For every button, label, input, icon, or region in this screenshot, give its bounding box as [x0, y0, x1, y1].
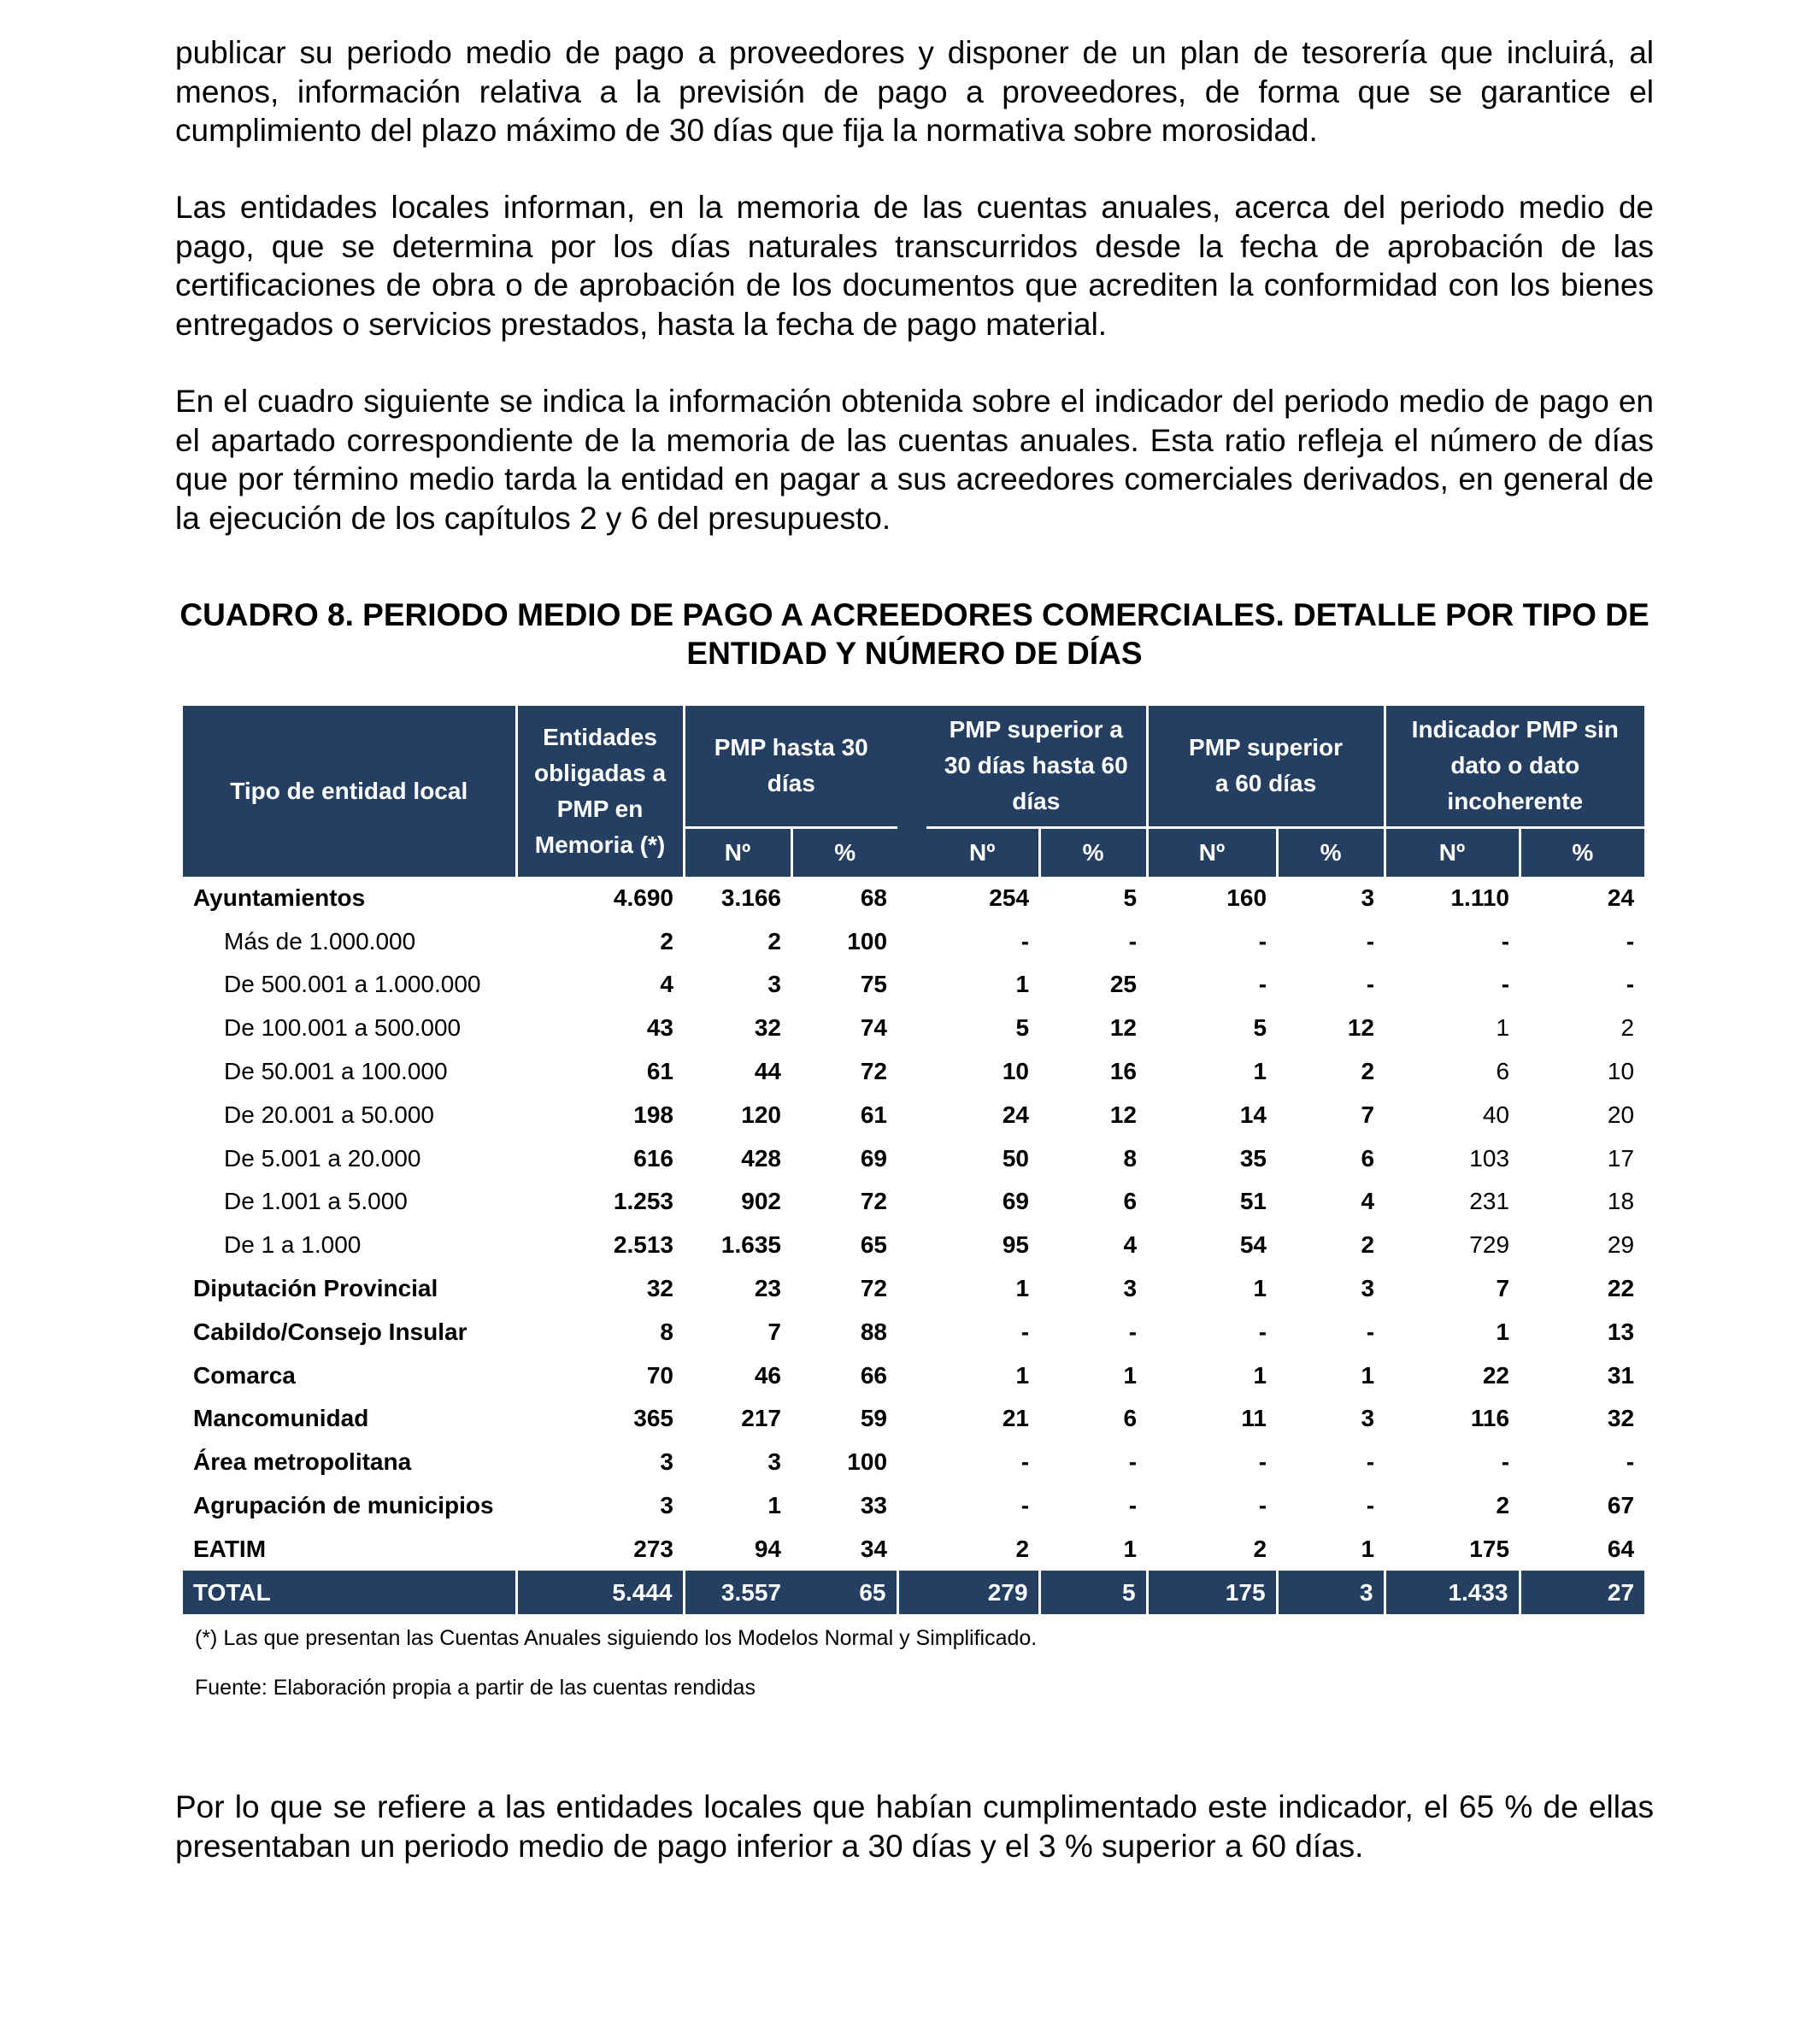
header-pmp30-60	[926, 706, 1147, 827]
table-cell: 2	[767, 927, 781, 954]
table-cell: -	[1501, 927, 1510, 954]
header-n: Nº	[1147, 827, 1277, 877]
table-row	[183, 1050, 1644, 1094]
table-cell: 2	[1361, 1231, 1375, 1259]
header-pmp30	[684, 706, 897, 827]
gap-cell	[897, 1180, 926, 1224]
paragraph-2: Las entidades locales informan, en la memoria de las cuentas anuales, acerca del periodo medio de pago, que se determina por los días naturales transcurridos desde la fecha de aprobación de las certificaciones de obra o de aprobación de los documentos que acrediten la conformidad con los bienes entregados o servicios prestados, hasta la fecha de pago material.	[175, 190, 1654, 342]
table-cell: 31	[1607, 1361, 1635, 1389]
table-footnote: (*) Las que presentan las Cuentas Anuales siguiendo los Modelos Normal y Simplificado.	[195, 1626, 1038, 1650]
row-label: Más de 1.000.000	[224, 927, 416, 954]
table-cell: 4	[1361, 1188, 1375, 1215]
table-cell: 72	[860, 1275, 888, 1302]
total-cell: 175	[1147, 1571, 1277, 1614]
table-cell: 2	[1496, 1492, 1510, 1519]
table-cell: 1	[1253, 1058, 1267, 1085]
table-cell: 428	[741, 1144, 781, 1172]
table-cell: 116	[1470, 1405, 1510, 1432]
table-cell: 100	[847, 1448, 888, 1476]
table-cell: 1	[1496, 1014, 1510, 1042]
table-cell: 1.635	[720, 1231, 781, 1259]
gap-cell	[897, 1310, 926, 1354]
table-caption: CUADRO 8. PERIODO MEDIO DE PAGO A ACREEDORES COMERCIALES. DETALLE POR TIPO DE ENTIDAD Y NÚMERO DE DÍAS	[179, 597, 1649, 671]
table-cell: -	[1258, 927, 1267, 954]
table-cell: 175	[1469, 1535, 1510, 1562]
table-cell: 6	[1123, 1188, 1138, 1215]
total-label: TOTAL	[183, 1571, 516, 1614]
table-cell: -	[1128, 927, 1138, 954]
table-cell: 69	[860, 1144, 888, 1172]
table-row	[183, 1137, 1644, 1180]
row-label: Agrupación de municipios	[193, 1492, 494, 1519]
total-cell: 3	[1277, 1571, 1385, 1614]
table-cell: 20	[1607, 1101, 1635, 1128]
table-cell: 32	[646, 1275, 673, 1302]
table-cell: 17	[1607, 1144, 1635, 1172]
table-cell: 75	[860, 971, 888, 998]
table-row	[183, 1527, 1644, 1571]
table-cell: 729	[1469, 1231, 1510, 1259]
total-cell: 65	[791, 1571, 897, 1614]
gap-cell	[897, 919, 926, 963]
table-cell: 12	[1109, 1101, 1138, 1128]
total-cell: 27	[1520, 1571, 1644, 1614]
table-row	[183, 1397, 1644, 1441]
table-cell: 198	[633, 1101, 673, 1128]
gap-cell	[897, 1224, 926, 1267]
table-cell: -	[1128, 1318, 1138, 1345]
table-cell: 46	[754, 1361, 781, 1389]
table-cell: 7	[1496, 1275, 1510, 1302]
table-cell: 33	[860, 1492, 888, 1519]
table-cell: -	[1366, 1448, 1375, 1476]
table-cell: -	[1020, 927, 1030, 954]
row-label: EATIM	[193, 1535, 267, 1562]
gap-cell	[897, 1354, 926, 1397]
header-entidades	[516, 706, 684, 877]
table-cell: 61	[646, 1058, 673, 1085]
table-cell: -	[1626, 1448, 1635, 1476]
table-cell: 273	[633, 1535, 673, 1562]
table-cell: -	[1366, 927, 1375, 954]
table-cell: 13	[1607, 1318, 1635, 1345]
table-cell: 11	[1241, 1405, 1267, 1432]
gap-cell	[897, 1007, 926, 1050]
row-label: De 1.001 a 5.000	[224, 1188, 408, 1215]
table-cell: 50	[1002, 1144, 1030, 1172]
table-row	[183, 1007, 1644, 1050]
gap-cell	[897, 1137, 926, 1180]
table-cell: 12	[1109, 1014, 1138, 1042]
table-cell: 1.253	[613, 1188, 673, 1215]
table-cell: 1	[1015, 1275, 1030, 1302]
table-cell: 61	[860, 1101, 888, 1128]
row-label: Diputación Provincial	[193, 1275, 438, 1302]
header-pct: %	[1277, 827, 1385, 877]
table-cell: -	[1258, 1492, 1267, 1519]
table-cell: 43	[646, 1014, 673, 1042]
table-cell: 6	[1123, 1405, 1138, 1432]
table-cell: 365	[633, 1405, 673, 1432]
table-cell: 2	[1015, 1535, 1030, 1562]
table-cell: 254	[989, 884, 1030, 911]
table-cell: 40	[1482, 1101, 1510, 1128]
gap-cell	[897, 1093, 926, 1137]
table-row	[183, 1441, 1644, 1484]
table-cell: 29	[1607, 1231, 1635, 1259]
table-cell: 21	[1002, 1405, 1030, 1432]
table-cell: 4.690	[613, 884, 673, 911]
table-cell: 6	[1361, 1144, 1375, 1172]
row-label: Cabildo/Consejo Insular	[193, 1318, 467, 1345]
table-row	[183, 1093, 1644, 1137]
table-cell: 3	[1361, 884, 1375, 911]
table-cell: 7	[1361, 1101, 1375, 1128]
table-cell: -	[1020, 1318, 1030, 1345]
gap-cell	[897, 1527, 926, 1571]
total-cell: 1.433	[1385, 1571, 1520, 1614]
paragraph-4: Por lo que se refiere a las entidades locales que habían cumplimentado este indicador, el 65 % de ellas presentaban un periodo medio de pago inferior a 30 días y el 3 % superior a 60 días.	[175, 1789, 1654, 1864]
header-sin-dato-label: Indicador PMP sin dato o dato incoherente	[1411, 716, 1619, 815]
table-cell: 616	[633, 1144, 673, 1172]
table-cell: 22	[1607, 1275, 1635, 1302]
row-label: Mancomunidad	[193, 1405, 369, 1432]
header-pmp60-label: PMP superior a 60 días	[1189, 734, 1343, 797]
total-cell: 279	[926, 1571, 1039, 1614]
table-cell: -	[1258, 1448, 1267, 1476]
table-cell: -	[1020, 1492, 1030, 1519]
table-row	[183, 1310, 1644, 1354]
table-cell: 35	[1239, 1144, 1267, 1172]
pmp-table	[183, 706, 1644, 1614]
table-cell: -	[1501, 971, 1510, 998]
table-cell: -	[1366, 1318, 1375, 1345]
table-cell: 14	[1239, 1101, 1267, 1128]
row-label: De 1 a 1.000	[224, 1231, 362, 1259]
table-cell: 1	[1253, 1361, 1267, 1389]
table-cell: 16	[1109, 1058, 1138, 1085]
table-cell: 3.166	[720, 884, 781, 911]
table-cell: 1	[1361, 1535, 1375, 1562]
table-cell: 2	[1253, 1535, 1267, 1562]
header-n: Nº	[684, 827, 791, 877]
gap-cell	[897, 1267, 926, 1311]
table-cell: 65	[860, 1231, 888, 1259]
table-cell: 3	[1361, 1275, 1375, 1302]
table-cell: 32	[754, 1014, 781, 1042]
table-cell: 12	[1347, 1014, 1375, 1042]
header-entidades-label: Entidades obligadas a PMP en Memoria (*)	[533, 723, 667, 858]
gap-cell	[897, 963, 926, 1007]
table-cell: 8	[1123, 1144, 1138, 1172]
table-cell: 2.513	[613, 1231, 673, 1259]
table-cell: 32	[1607, 1405, 1635, 1432]
table-cell: 10	[1002, 1058, 1030, 1085]
table-cell: 2	[660, 927, 673, 954]
header-gap	[897, 706, 926, 877]
table-cell: 74	[860, 1014, 888, 1042]
table-cell: 66	[860, 1361, 888, 1389]
table-cell: 160	[1226, 884, 1267, 911]
row-label: De 100.001 a 500.000	[224, 1014, 462, 1042]
table-row	[183, 963, 1644, 1007]
gap-cell	[897, 1571, 926, 1614]
table-cell: -	[1258, 1318, 1267, 1345]
table-cell: 6	[1496, 1058, 1510, 1085]
table-cell: 1	[1496, 1318, 1510, 1345]
paragraph-1: publicar su periodo medio de pago a proveedores y disponer de un plan de tesorería que incluirá, al menos, información relativa a la previsión de pago a proveedores, de forma que se garantice el cumplimiento del plazo máximo de 30 días que fija la normativa sobre morosidad.	[175, 35, 1654, 148]
table-cell: 44	[754, 1058, 781, 1085]
total-cell: 5	[1039, 1571, 1147, 1614]
table-cell: 7	[767, 1318, 781, 1345]
table-cell: 1	[1015, 1361, 1030, 1389]
table-cell: 5	[1253, 1014, 1267, 1042]
table-cell: 72	[860, 1188, 888, 1215]
table-cell: 3	[660, 1448, 673, 1476]
table-cell: 10	[1607, 1058, 1635, 1085]
table-row	[183, 877, 1644, 920]
paragraph-3: En el cuadro siguiente se indica la información obtenida sobre el indicador del periodo medio de pago en el apartado correspondiente de la memoria de las cuentas anuales. Esta ratio refleja el número de días que por término medio tarda la entidad en pagar a sus acreedores comerciales derivados, en general de la ejecución de los capítulos 2 y 6 del presupuesto.	[175, 384, 1654, 536]
table-cell: 94	[754, 1535, 781, 1562]
table-cell: 1	[1123, 1361, 1138, 1389]
table-cell: 2	[1361, 1058, 1375, 1085]
table-cell: 3	[1123, 1275, 1138, 1302]
gap-cell	[897, 1484, 926, 1528]
header-sin-dato	[1385, 706, 1644, 827]
table-cell: 24	[1607, 884, 1635, 911]
table-cell: 2	[1620, 1014, 1635, 1042]
header-pct: %	[791, 827, 897, 877]
header-n: Nº	[926, 827, 1039, 877]
header-n: Nº	[1385, 827, 1520, 877]
header-pct: %	[1520, 827, 1644, 877]
table-cell: 3	[1361, 1405, 1375, 1432]
header-tipo-label: Tipo de entidad local	[230, 777, 468, 804]
header-pmp60	[1147, 706, 1385, 827]
header-tipo	[183, 706, 516, 877]
table-cell: -	[1366, 971, 1375, 998]
table-header	[183, 706, 1644, 877]
table-cell: 1	[1253, 1275, 1267, 1302]
header-pmp30-label: PMP hasta 30 días	[714, 734, 868, 797]
table-cell: 67	[1607, 1492, 1635, 1519]
row-label: Ayuntamientos	[193, 884, 366, 911]
table-cell: 100	[847, 927, 888, 954]
table-cell: 103	[1469, 1144, 1510, 1172]
table-cell: 95	[1002, 1231, 1030, 1259]
table-row	[183, 919, 1644, 963]
table-cell: 18	[1607, 1188, 1635, 1215]
table-cell: 72	[860, 1058, 888, 1085]
table-cell: 3	[767, 1448, 781, 1476]
table-cell: 70	[646, 1361, 673, 1389]
total-row	[183, 1571, 1644, 1614]
table-row	[183, 1354, 1644, 1397]
table-cell: 69	[1002, 1188, 1030, 1215]
gap-cell	[897, 1397, 926, 1441]
table-cell: 25	[1109, 971, 1138, 998]
table-row	[183, 1180, 1644, 1224]
row-label: De 20.001 a 50.000	[224, 1101, 434, 1128]
total-cell: 5.444	[516, 1571, 684, 1614]
table-cell: 217	[741, 1405, 781, 1432]
table-cell: 59	[860, 1405, 888, 1432]
row-label: De 50.001 a 100.000	[224, 1058, 448, 1085]
table-cell: 64	[1607, 1535, 1635, 1562]
total-cell: 3.557	[684, 1571, 791, 1614]
table-body	[183, 877, 1644, 1615]
table-cell: 120	[741, 1101, 781, 1128]
table-cell: 22	[1482, 1361, 1510, 1389]
table-cell: 3	[660, 1492, 673, 1519]
row-label: De 5.001 a 20.000	[224, 1144, 421, 1172]
table-cell: 5	[1015, 1014, 1030, 1042]
table-cell: 5	[1123, 884, 1138, 911]
gap-cell	[897, 1050, 926, 1094]
table-cell: -	[1366, 1492, 1375, 1519]
table-cell: 3	[767, 971, 781, 998]
header-pct: %	[1039, 827, 1147, 877]
table-cell: -	[1128, 1492, 1138, 1519]
table-cell: -	[1128, 1448, 1138, 1476]
table-row	[183, 1484, 1644, 1528]
table-cell: 68	[860, 884, 888, 911]
table-cell: 8	[660, 1318, 673, 1345]
gap-cell	[897, 877, 926, 920]
row-label: Área metropolitana	[193, 1448, 412, 1476]
table-cell: 1	[767, 1492, 781, 1519]
table-cell: 23	[754, 1275, 781, 1302]
table-cell: 231	[1469, 1188, 1510, 1215]
table-cell: -	[1626, 971, 1635, 998]
row-label: Comarca	[193, 1361, 296, 1389]
table-row	[183, 1267, 1644, 1311]
table-source: Fuente: Elaboración propia a partir de las cuentas rendidas	[195, 1676, 756, 1700]
table-cell: -	[1501, 1448, 1510, 1476]
table-cell: 1	[1361, 1361, 1375, 1389]
table-cell: 1	[1015, 971, 1030, 998]
table-cell: -	[1020, 1448, 1030, 1476]
table-cell: 1.110	[1450, 884, 1510, 911]
table-cell: 4	[1123, 1231, 1138, 1259]
table-cell: 88	[860, 1318, 888, 1345]
header-pmp30-60-label: PMP superior a 30 días hasta 60 días	[944, 716, 1128, 815]
gap-cell	[897, 1441, 926, 1484]
table-cell: -	[1626, 927, 1635, 954]
table-row	[183, 1224, 1644, 1267]
table-cell: 34	[860, 1535, 888, 1562]
table-cell: 1	[1123, 1535, 1138, 1562]
row-label: De 500.001 a 1.000.000	[224, 971, 481, 998]
table-cell: 54	[1239, 1231, 1267, 1259]
table-cell: 902	[741, 1188, 781, 1215]
table-cell: 4	[660, 971, 673, 998]
table-cell: 24	[1002, 1101, 1030, 1128]
table-cell: -	[1258, 971, 1267, 998]
table-cell: 51	[1239, 1188, 1267, 1215]
